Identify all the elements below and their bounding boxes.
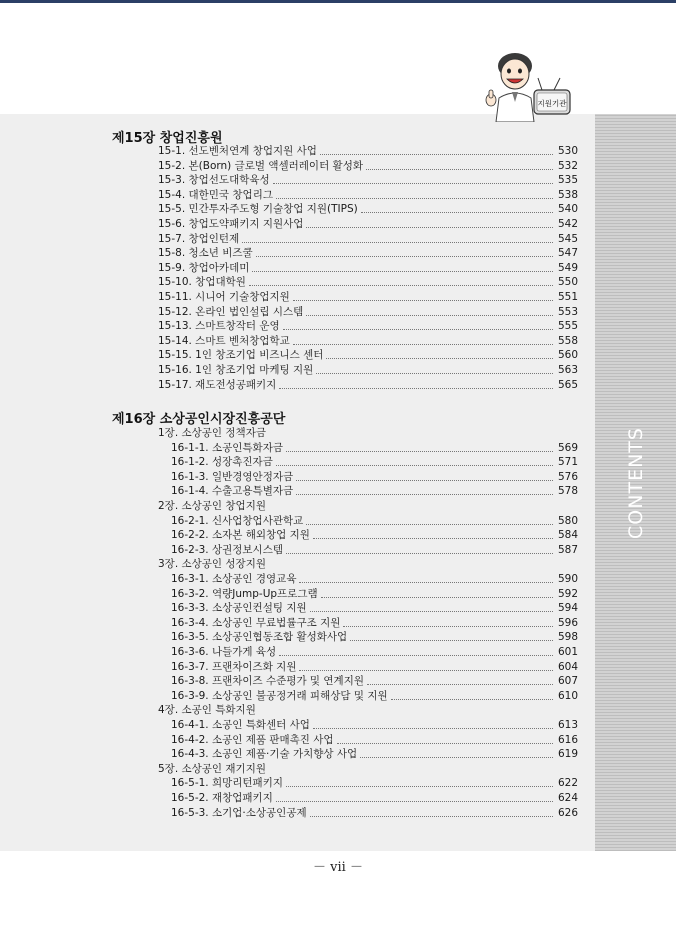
toc-entry-page: 555 xyxy=(557,320,578,333)
mascot-sign-text: 지원기관 xyxy=(537,99,567,108)
toc-entry-label: 15-17. 재도전성공패키지 xyxy=(158,378,277,391)
toc-entry-label: 16-4-3. 소공인 제품·기술 가치향상 사업 xyxy=(171,748,358,761)
toc-entry-page: 535 xyxy=(557,174,578,187)
toc-entry-page: 540 xyxy=(557,203,578,216)
toc-entry[interactable] xyxy=(171,747,578,761)
toc-entry-label: 16-1-2. 성장촉진자금 xyxy=(171,456,273,469)
page-number: － vii － xyxy=(313,860,363,875)
toc-entry[interactable] xyxy=(171,528,578,542)
toc-entry-page: 590 xyxy=(557,573,578,585)
toc-entry[interactable] xyxy=(158,275,578,289)
toc-entry-label: 16-4-1. 소공인 특화센터 사업 xyxy=(171,719,310,731)
toc-entry-page: 551 xyxy=(557,291,578,303)
dot-leader xyxy=(310,816,553,817)
toc-entry[interactable] xyxy=(171,514,578,528)
toc-entry-page: 587 xyxy=(557,543,578,556)
toc-entry-label: 16-3-9. 소상공인 불공정거래 피해상담 및 지원 xyxy=(171,689,388,702)
dot-leader xyxy=(299,670,553,671)
toc-entry-page: 545 xyxy=(557,232,578,245)
toc-entry-page: 563 xyxy=(557,364,578,376)
toc-entry[interactable] xyxy=(171,776,578,790)
toc-entry-label: 15-12. 온라인 법인설립 시스템 xyxy=(158,305,304,318)
sidebar-label: CONTENTS xyxy=(625,427,647,539)
dot-leader xyxy=(343,626,553,627)
toc-entry-label: 16-3-7. 프랜차이즈화 지원 xyxy=(171,660,297,673)
dot-leader xyxy=(256,256,553,257)
toc-entry[interactable] xyxy=(171,674,578,688)
dot-leader xyxy=(306,315,553,316)
toc-entry-page: 565 xyxy=(557,378,578,391)
dot-leader xyxy=(279,655,553,656)
toc-entry[interactable] xyxy=(171,587,578,601)
toc-entry[interactable] xyxy=(158,305,578,319)
toc-entry-label: 15-6. 창업도약패키지 지원사업 xyxy=(158,218,304,230)
toc-entry-page: 601 xyxy=(557,646,578,658)
toc-entry-label: 15-10. 창업대학원 xyxy=(158,276,246,289)
dot-leader xyxy=(296,480,553,481)
toc-entry-label: 15-4. 대한민국 창업리그 xyxy=(158,188,273,201)
section-title: 1장. 소상공인 정책자금 xyxy=(158,427,266,439)
toc-entry-label: 15-13. 스마트창작터 운영 xyxy=(158,320,280,333)
toc-entry[interactable] xyxy=(171,718,578,732)
top-border xyxy=(0,0,676,3)
toc-entry-label: 15-2. 본(Born) 글로벌 액셀러레이터 활성화 xyxy=(158,159,363,172)
toc-entry-page: 530 xyxy=(557,145,578,157)
toc-entry-page: 542 xyxy=(557,218,578,230)
toc-entry[interactable] xyxy=(171,441,578,455)
section-title: 3장. 소상공인 성장지원 xyxy=(158,558,266,571)
section-title: 4장. 소공인 특화지원 xyxy=(158,704,256,717)
toc-entry-page: 578 xyxy=(557,485,578,498)
dot-leader xyxy=(286,451,553,452)
toc-entry-label: 15-16. 1인 창조기업 마케팅 지원 xyxy=(158,364,314,376)
toc-entry-label: 16-3-2. 역량Jump-Up프로그램 xyxy=(171,587,318,600)
toc-entry[interactable] xyxy=(158,246,578,260)
dot-leader xyxy=(313,728,553,729)
toc-entry[interactable] xyxy=(158,363,578,377)
toc-entry-label: 16-3-8. 프랜차이즈 수준평가 및 연계지원 xyxy=(171,675,364,688)
toc-entry[interactable] xyxy=(158,261,578,275)
toc-entry-page: 553 xyxy=(557,305,578,318)
toc-entry-page: 592 xyxy=(557,587,578,600)
mascot-illustration xyxy=(482,50,574,122)
dot-leader xyxy=(273,183,553,184)
toc-entry[interactable] xyxy=(158,159,578,173)
toc-entry-page: 610 xyxy=(557,689,578,702)
toc-entry-page: 616 xyxy=(557,733,578,746)
dot-leader xyxy=(293,300,553,301)
toc-entry[interactable] xyxy=(158,188,578,202)
toc-entry[interactable] xyxy=(171,630,578,644)
dot-leader xyxy=(286,786,553,787)
toc-entry-label: 16-3-5. 소상공인협동조합 활성화사업 xyxy=(171,631,348,644)
toc-entry-page: 550 xyxy=(557,276,578,289)
toc-entry-label: 16-1-4. 수출고용특별자금 xyxy=(171,485,294,498)
toc-entry-label: 16-5-2. 재창업패키지 xyxy=(171,792,273,804)
toc-entry-label: 16-1-1. 소공인특화자금 xyxy=(171,441,283,454)
toc-entry-page: 622 xyxy=(557,777,578,790)
toc-entry[interactable] xyxy=(171,791,578,805)
toc-entry-page: 547 xyxy=(557,247,578,260)
toc-entry-label: 15-11. 시니어 기술창업지원 xyxy=(158,291,290,303)
toc-entry-page: 560 xyxy=(557,349,578,362)
dot-leader xyxy=(313,538,553,539)
toc-entry-label: 15-9. 창업아카데미 xyxy=(158,261,250,274)
toc-entry-label: 16-2-1. 신사업창업사관학교 xyxy=(171,514,304,527)
toc-entry-label: 16-5-3. 소기업·소상공인공제 xyxy=(171,806,307,819)
toc-entry-label: 16-4-2. 소공인 제품 판매촉진 사업 xyxy=(171,733,334,746)
toc-entry-label: 15-3. 창업선도대학육성 xyxy=(158,174,270,187)
toc-entry-label: 16-5-1. 희망리턴패키지 xyxy=(171,777,283,790)
toc-entry-label: 16-2-2. 소자본 해외창업 지원 xyxy=(171,529,310,542)
dot-leader xyxy=(366,169,553,170)
dot-leader xyxy=(249,285,553,286)
toc-entry[interactable] xyxy=(171,543,578,557)
toc-entry-page: 598 xyxy=(557,631,578,644)
toc-entry-label: 15-5. 민간투자주도형 기술창업 지원(TIPS) xyxy=(158,203,358,216)
dot-leader xyxy=(242,242,553,243)
toc-entry-page: 580 xyxy=(557,514,578,527)
toc-entry-page: 607 xyxy=(557,675,578,688)
dot-leader xyxy=(337,743,553,744)
dot-leader xyxy=(391,699,553,700)
toc-entry[interactable] xyxy=(171,645,578,659)
toc-entry-label: 16-2-3. 상권정보시스템 xyxy=(171,543,283,556)
toc-entry-page: 594 xyxy=(557,602,578,615)
toc-entry-label: 15-14. 스마트 벤처창업학교 xyxy=(158,334,290,347)
toc-entry-label: 16-3-3. 소상공인컨설팅 지원 xyxy=(171,602,307,615)
dot-leader xyxy=(296,494,553,495)
toc-entry-page: 532 xyxy=(557,159,578,172)
header-band xyxy=(0,4,676,114)
section-title: 5장. 소상공인 재기지원 xyxy=(158,762,266,775)
toc-entry-page: 538 xyxy=(557,188,578,201)
toc-entry[interactable] xyxy=(171,470,578,484)
dot-leader xyxy=(306,524,553,525)
toc-entry[interactable] xyxy=(171,733,578,747)
toc-entry-page: 613 xyxy=(557,719,578,731)
toc-entry[interactable] xyxy=(171,601,578,615)
toc-entry[interactable] xyxy=(171,484,578,498)
dot-leader xyxy=(293,344,553,345)
dot-leader xyxy=(316,373,553,374)
chapter-title: 제16장 소상공인시장진흥공단 xyxy=(112,412,286,427)
toc-entry-label: 16-3-1. 소상공인 경영교육 xyxy=(171,573,297,585)
toc-entry-page: 549 xyxy=(557,261,578,274)
toc-entry[interactable] xyxy=(158,378,578,392)
toc-entry-label: 16-3-4. 소상공인 무료법률구조 지원 xyxy=(171,616,341,629)
toc-entry[interactable] xyxy=(158,319,578,333)
toc-entry-page: 619 xyxy=(557,748,578,761)
dot-leader xyxy=(276,801,553,802)
toc-entry[interactable] xyxy=(158,202,578,216)
dot-leader xyxy=(299,582,553,583)
toc-entry[interactable] xyxy=(158,144,578,158)
dot-leader xyxy=(360,757,553,758)
toc-entry-page: 558 xyxy=(557,334,578,347)
dot-leader xyxy=(310,611,553,612)
toc-entry[interactable] xyxy=(171,455,578,469)
toc-entry[interactable] xyxy=(171,616,578,630)
toc-entry[interactable] xyxy=(158,290,578,304)
toc-entry-page: 576 xyxy=(557,470,578,483)
toc-entry-label: 15-8. 청소년 비즈쿨 xyxy=(158,247,253,260)
toc-entry-page: 584 xyxy=(557,529,578,542)
dot-leader xyxy=(283,329,553,330)
toc-entry-page: 604 xyxy=(557,660,578,673)
toc-entry[interactable] xyxy=(171,572,578,586)
dot-leader xyxy=(252,271,553,272)
dot-leader xyxy=(286,553,553,554)
toc-entry-page: 624 xyxy=(557,792,578,804)
dot-leader xyxy=(321,597,553,598)
toc-entry-label: 15-1. 선도벤처연계 창업지원 사업 xyxy=(158,145,317,157)
toc-entry-page: 571 xyxy=(557,456,578,469)
toc-entry-page: 626 xyxy=(557,806,578,819)
toc-entry-label: 15-7. 창업인턴제 xyxy=(158,232,240,245)
dot-leader xyxy=(367,684,553,685)
toc-entry[interactable] xyxy=(158,348,578,362)
dot-leader xyxy=(326,358,553,359)
dot-leader xyxy=(350,640,553,641)
toc-entry[interactable] xyxy=(158,334,578,348)
toc-entry-label: 16-3-6. 나들가게 육성 xyxy=(171,646,277,658)
toc-entry[interactable] xyxy=(171,660,578,674)
toc-entry-label: 15-15. 1인 창조기업 비즈니스 센터 xyxy=(158,349,324,362)
toc-entry[interactable] xyxy=(171,806,578,820)
section-title: 2장. 소상공인 창업지원 xyxy=(158,500,266,512)
chapter-title: 제15장 창업진흥원 xyxy=(112,131,223,146)
dot-leader xyxy=(361,212,553,213)
toc-entry[interactable] xyxy=(171,689,578,703)
toc-entry-page: 596 xyxy=(557,616,578,629)
dot-leader xyxy=(276,465,553,466)
dot-leader xyxy=(320,154,553,155)
dot-leader xyxy=(306,227,553,228)
toc-entry[interactable] xyxy=(158,217,578,231)
toc-entry[interactable] xyxy=(158,232,578,246)
dot-leader xyxy=(279,388,553,389)
dot-leader xyxy=(276,198,553,199)
toc-entry-label: 16-1-3. 일반경영안정자금 xyxy=(171,470,294,483)
toc-entry-page: 569 xyxy=(557,441,578,454)
toc-entry[interactable] xyxy=(158,173,578,187)
